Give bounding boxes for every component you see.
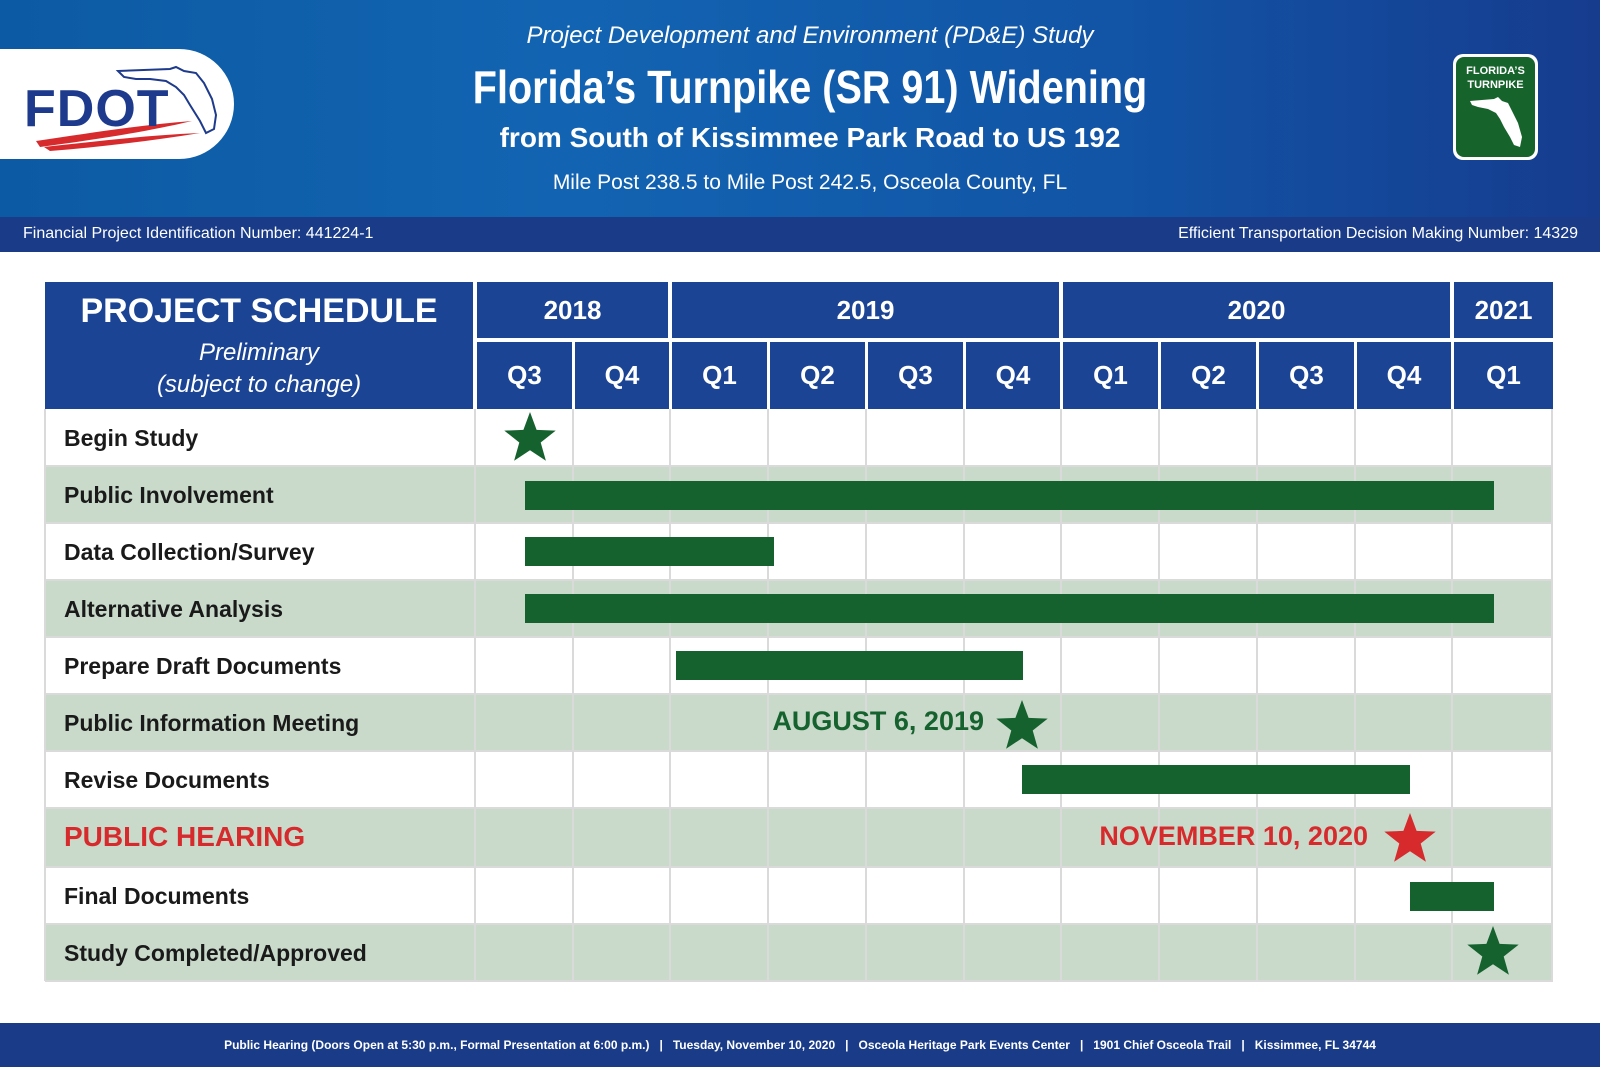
- bar-final-documents: [1410, 882, 1494, 911]
- grid-line: [45, 636, 1553, 638]
- bar-revise-documents: [1022, 765, 1410, 794]
- quarter-header: Q2: [770, 342, 865, 409]
- quarter-header: Q4: [966, 342, 1060, 409]
- grid-line: [45, 693, 1553, 695]
- quarter-header: Q2: [1161, 342, 1256, 409]
- quarter-header: Q3: [1259, 342, 1354, 409]
- callout-public-info-meeting-date: AUGUST 6, 2019: [772, 706, 984, 736]
- turnpike-logo-line2: TURNPIKE: [1467, 79, 1524, 91]
- study-subtitle: Project Development and Environment (PD&E) Study: [526, 22, 1094, 49]
- bar-prepare-draft: [676, 651, 1023, 680]
- footer-hearing-info: Public Hearing (Doors Open at 5:30 p.m., Formal Presentation at 6:00 p.m.) | Tuesday, November 10, 2020 | Osceola Heritage Park Events Center | 1901 Chief Osceola Trail | Kissimmee, FL 34744: [224, 1038, 1376, 1052]
- task-label-data-collection: Data Collection/Survey: [64, 539, 315, 565]
- task-label-final-documents: Final Documents: [64, 883, 250, 909]
- grid-line: [1551, 409, 1553, 981]
- grid-line: [45, 465, 1553, 467]
- grid-line: [45, 522, 1553, 524]
- schedule-preliminary-label: Preliminary: [198, 339, 320, 366]
- financial-project-id: Financial Project Identification Number: 441224-1: [23, 225, 374, 242]
- grid-line: [45, 750, 1553, 752]
- grid-line: [45, 866, 1553, 868]
- task-label-begin-study: Begin Study: [64, 425, 199, 451]
- quarter-header: Q1: [672, 342, 767, 409]
- quarter-header: Q3: [477, 342, 572, 409]
- schedule-title-block: [45, 282, 473, 409]
- project-extent: from South of Kissimmee Park Road to US 192: [499, 122, 1121, 153]
- grid-line: [44, 409, 46, 981]
- quarter-header: Q4: [575, 342, 669, 409]
- grid-line: [45, 980, 1553, 982]
- task-label-alternative-analysis: Alternative Analysis: [64, 596, 284, 622]
- page-title: Florida’s Turnpike (SR 91) Widening: [472, 61, 1148, 113]
- year-header: 2021: [1454, 282, 1553, 338]
- task-label-public-hearing: PUBLIC HEARING: [64, 821, 306, 852]
- year-header: 2019: [672, 282, 1059, 338]
- milepost-text: Mile Post 238.5 to Mile Post 242.5, Osceola County, FL: [552, 171, 1068, 194]
- milestone-star-study-completed: [1465, 924, 1521, 980]
- row-background: [45, 868, 1553, 924]
- bar-public-involvement: [525, 481, 1494, 510]
- row-background: [45, 409, 1553, 465]
- schedule-subject-to-change: (subject to change): [156, 371, 362, 398]
- task-label-public-info-meeting: Public Information Meeting: [64, 710, 360, 736]
- quarter-header: Q1: [1454, 342, 1553, 409]
- callout-public-hearing-date: NOVEMBER 10, 2020: [1099, 821, 1368, 851]
- quarter-header: Q3: [868, 342, 963, 409]
- bar-data-collection: [525, 537, 774, 566]
- task-label-prepare-draft: Prepare Draft Documents: [64, 653, 342, 679]
- task-label-revise-documents: Revise Documents: [64, 767, 270, 793]
- turnpike-logo-line1: FLORIDA’S: [1466, 65, 1525, 77]
- etdm-number: Efficient Transportation Decision Making Number: 14329: [1178, 225, 1578, 242]
- year-header: 2018: [477, 282, 668, 338]
- fdot-wordmark: FDOT: [24, 80, 170, 138]
- quarter-header: Q4: [1357, 342, 1451, 409]
- year-header: 2020: [1063, 282, 1450, 338]
- grid-line: [45, 579, 1553, 581]
- milestone-star-begin-study: [502, 410, 558, 466]
- grid-line: [45, 923, 1553, 925]
- milestone-star-public-hearing: [1382, 811, 1438, 867]
- milestone-star-public-info-meeting: [994, 698, 1050, 754]
- grid-line: [474, 409, 476, 981]
- quarter-header: Q1: [1063, 342, 1158, 409]
- grid-line: [45, 807, 1553, 809]
- bar-alternative-analysis: [525, 594, 1494, 623]
- task-label-public-involvement: Public Involvement: [64, 482, 274, 508]
- footer-bar: [0, 1023, 1600, 1067]
- task-label-study-completed: Study Completed/Approved: [64, 940, 367, 966]
- schedule-title: PROJECT SCHEDULE: [80, 292, 438, 330]
